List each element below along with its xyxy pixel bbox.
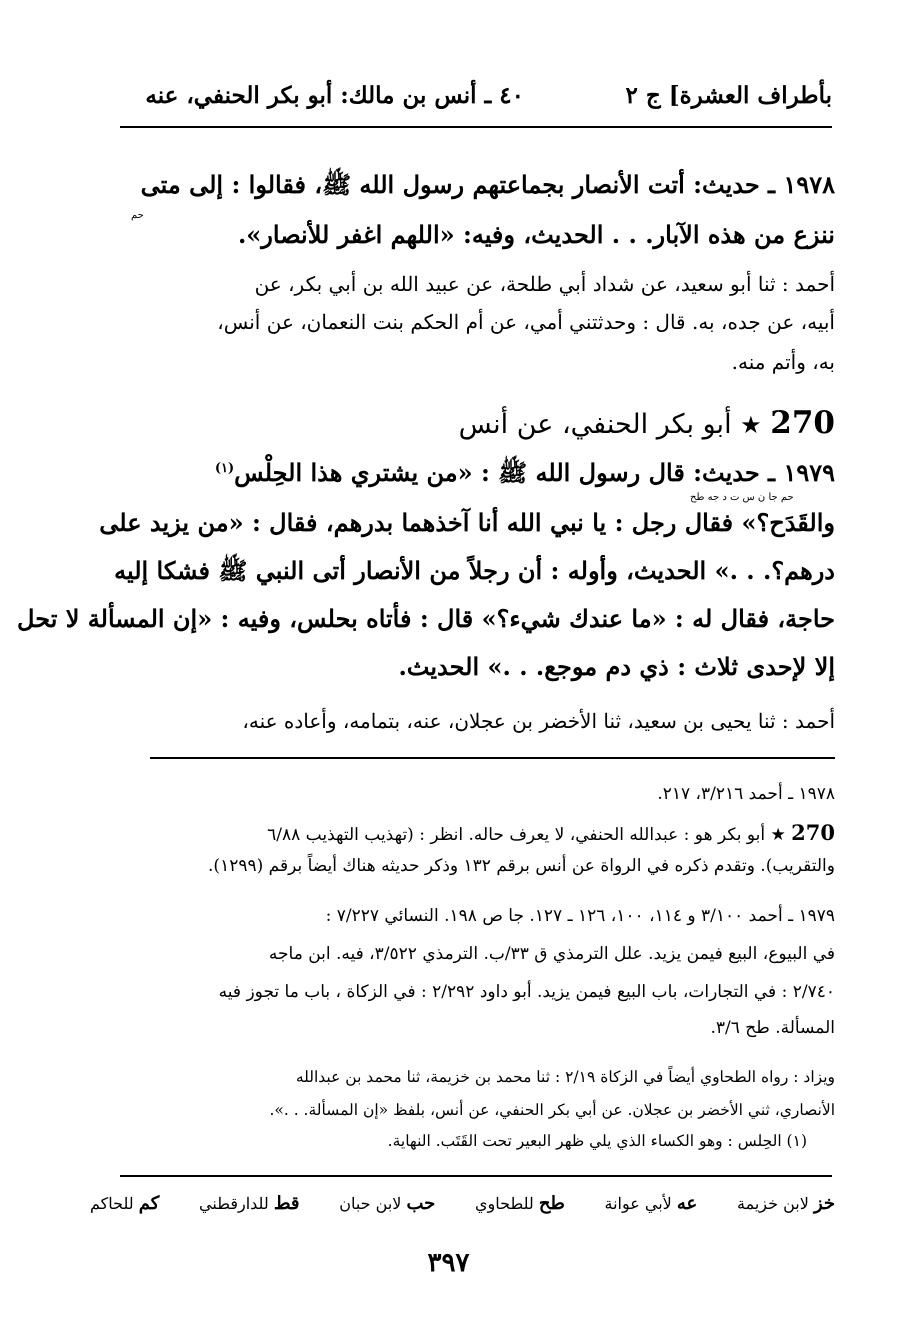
isnad-1978-line1: أحمد : ثنا أبو سعيد، عن شداد أبي طلحة، عن عبيد الله بن أبي بكر، عن [254, 272, 835, 296]
note-270-text: أبو بكر هو : عبدالله الحنفي، لا يعرف حاله. انظر : (تهذيب التهذيب ٦/٨٨ [267, 825, 766, 845]
abbreviation-item: طح للطحاوي [475, 1193, 565, 1214]
note-1979-line1: ١٩٧٩ ـ أحمد ٣/١٠٠ و ١١٤، ١٠٠، ١٢٦ ـ ١٢٧. جا ص ١٩٨. النسائي ٧/٢٢٧ : [325, 906, 835, 926]
footnote-ref: (١) [214, 461, 235, 476]
abbreviation-item: كم للحاكم [90, 1193, 160, 1214]
note-1979-line2: في البيوع، البيع فيمن يزيد. علل الترمذي ق ٣٣/ب. الترمذي ٣/٥٢٢، فيه. ابن ماجه [268, 944, 835, 964]
running-header [120, 82, 832, 116]
header-chapter: ٤٠ ـ أنس بن مالك: أبو بكر الحنفي، عنه [145, 82, 524, 109]
abbreviations-rule [120, 1175, 832, 1177]
footnote-rule [150, 757, 835, 759]
hadith-1979-line3: درهم؟. . .» الحديث، وأوله : أن رجلاً من الأنصار أتى النبي ﷺ فشكا إليه [114, 556, 835, 585]
star-icon: ★ [740, 411, 762, 439]
hadith-1978-sigla: حم [131, 210, 144, 221]
abbreviation-item: قط للدارقطني [199, 1193, 300, 1214]
note-addition-line1: ويزاد : رواه الطحاوي أيضاً في الزكاة ٢/١٩ : ثنا محمد بن خزيمة، ثنا محمد بن عبدالله [295, 1068, 835, 1086]
star-icon: ★ [770, 825, 786, 845]
hadith-1979-line5: إلا لإحدى ثلاث : ذي دم موجع. . .» الحديث. [398, 652, 835, 681]
section-number: 270 [770, 405, 835, 441]
header-volume: بأطراف العشرة] ج ٢ [625, 82, 832, 109]
isnad-1978-line2: أبيه، عن جده، به. قال : وحدثتني أمي، عن أم الحكم بنت النعمان، عن أنس، [217, 310, 835, 334]
hadith-1979-line2: والقَدَح؟» فقال رجل : يا نبي الله أنا آخذهما بدرهم، فقال : «من يزيد على [99, 508, 835, 537]
page-number: ٣٩٧ [427, 1248, 470, 1278]
note-270-line2: والتقريب). وتقدم ذكره في الرواة عن أنس برقم ١٣٢ وذكر حديثه هناك أيضاً برقم (١٢٩٩). [208, 856, 835, 876]
hadith-1979-line4: حاجة، فقال له : «ما عندك شيء؟» قال : فأتاه بحلس، وفيه : «إن المسألة لا تحل [17, 604, 835, 633]
isnad-1979-line1: أحمد : ثنا يحيى بن سعيد، ثنا الأخضر بن عجلان، عنه، بتمامه، وأعاده عنه، [242, 709, 835, 733]
note-1979-line3: ٢/٧٤٠ : في التجارات، باب البيع فيمن يزيد. أبو داود ٢/٢٩٢ : في الزكاة ، باب ما تجوز فيه [218, 982, 835, 1002]
abbreviation-item: خز لابن خزيمة [737, 1193, 835, 1214]
footnote-1: (١) الحِلس : وهو الكساء الذي يلي ظهر البعير تحت القَتَب. النهاية. [387, 1132, 807, 1150]
abbreviation-item: عه لأبي عوانة [604, 1193, 698, 1214]
hadith-1979-line1 [215, 458, 835, 493]
note-addition-line2: الأنصاري، ثني الأخضر بن عجلان. عن أبي بكر الحنفي، عن أنس، بلفظ «إن المسألة. . .». [269, 1101, 835, 1119]
note-1979-line4: المسألة. طح ٣/٦. [710, 1018, 835, 1038]
section-title: أبو بكر الحنفي، عن أنس [458, 409, 732, 440]
note-270-line1 [267, 820, 835, 845]
hadith-1979-line1-text: ١٩٧٩ ـ حديث: قال رسول الله ﷺ : «من يشتري هذا الحِلْس [234, 458, 835, 487]
abbreviations-key [90, 1193, 835, 1214]
abbreviation-item: حب لابن حبان [339, 1193, 436, 1214]
note-270-number: 270 [791, 820, 835, 845]
section-270-heading [459, 405, 835, 441]
header-rule [120, 126, 832, 128]
hadith-1979-sigla: حم جا ن س ت د جه طح [690, 492, 794, 503]
note-1978: ١٩٧٨ ـ أحمد ٣/٢١٦، ٢١٧. [657, 784, 835, 804]
isnad-1978-line3: به، وأتم منه. [731, 350, 835, 374]
hadith-1978-line2: ننزع من هذه الآبار. . . الحديث، وفيه: «اللهم اغفر للأنصار». [237, 220, 835, 249]
hadith-1978-line1: ١٩٧٨ ـ حديث: أتت الأنصار بجماعتهم رسول الله ﷺ، فقالوا : إلى متى [140, 170, 835, 199]
